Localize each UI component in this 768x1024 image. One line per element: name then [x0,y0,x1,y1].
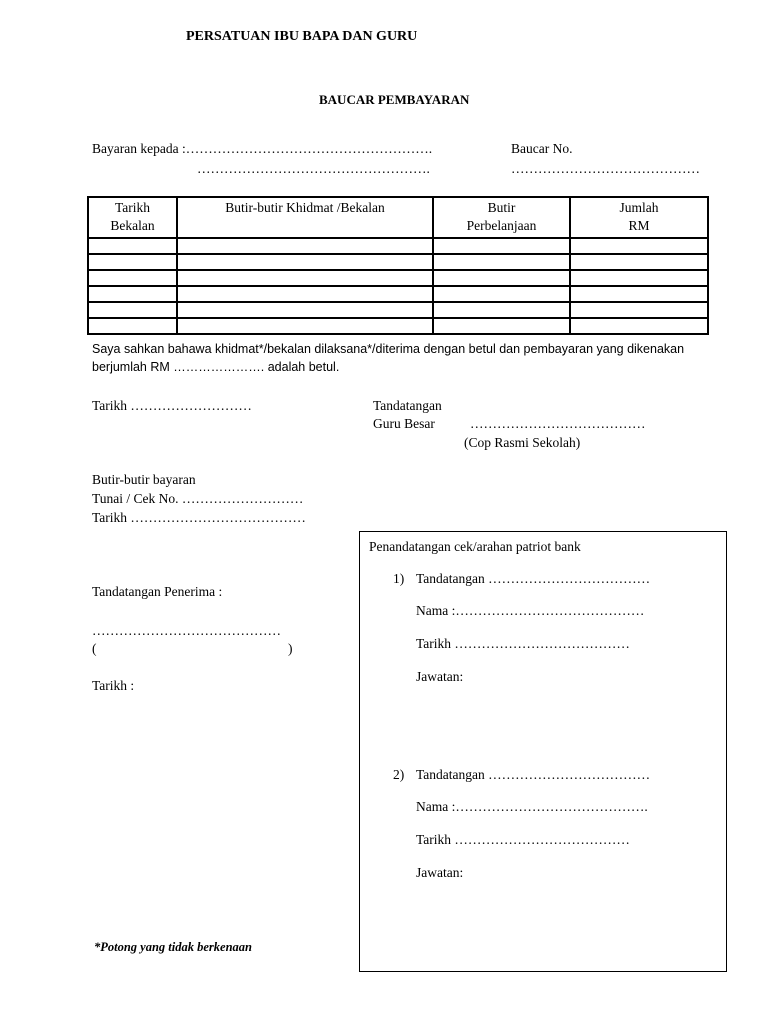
signatory-2-name-field[interactable]: Nama :……………………………………. [416,799,648,814]
org-title: PERSATUAN IBU BAPA DAN GURU [186,29,418,44]
amount-cell[interactable] [570,286,708,302]
table-row [88,286,708,302]
table-row [88,254,708,270]
expense-cell[interactable] [433,254,570,270]
date-cell[interactable] [88,318,177,334]
col-header-amount: Jumlah RM [570,197,708,238]
table-row [88,238,708,254]
voucher-table [87,196,709,335]
voucher-no-field[interactable]: …………………………………… [511,161,700,176]
signatories-box [359,531,727,972]
payment-details-title: Butir-butir bayaran [92,472,196,487]
certification-line-1: Saya sahkan bahawa khidmat*/bekalan dilaksana*/diterima dengan betul dan pembayaran yang dikenakan [92,342,685,356]
expense-cell[interactable] [433,286,570,302]
signatory-1-position-field[interactable]: Jawatan: [416,669,464,684]
table-row [88,302,708,318]
date-cell[interactable] [88,254,177,270]
signatory-1-name-field[interactable]: Nama :…………………………………… [416,603,645,618]
certification-line-2: berjumlah RM …………………. adalah betul. [92,360,340,374]
signatory-2-signature-field[interactable]: Tandatangan ……………………………… [416,767,651,782]
details-cell[interactable] [177,238,433,254]
details-cell[interactable] [177,270,433,286]
signature-label: Tandatangan [373,398,442,413]
signatory-1-date-field[interactable]: Tarikh ………………………………… [416,636,630,651]
headmaster-signature-field[interactable]: ………………………………… [470,416,646,431]
payee-dots-1[interactable]: ………………………………………………. [185,141,433,156]
payee-dots-2[interactable]: ……………………………………………. [197,161,430,176]
amount-cell[interactable] [570,318,708,334]
cheque-no-field[interactable]: Tunai / Cek No. ……………………… [92,491,304,506]
date-cell[interactable] [88,302,177,318]
amount-cell[interactable] [570,238,708,254]
signatory-2-number: 2) [393,767,405,782]
recipient-name-open-paren: ( [92,641,97,656]
recipient-date-label: Tarikh : [92,678,135,693]
col-header-date: Tarikh Bekalan [88,197,177,238]
voucher-no-label: Baucar No. [511,141,573,156]
details-cell[interactable] [177,318,433,334]
signatory-1-number: 1) [393,571,405,586]
signatory-2-date-field[interactable]: Tarikh ………………………………… [416,832,630,847]
details-cell[interactable] [177,302,433,318]
signatories-box-title: Penandatangan cek/arahan patriot bank [369,539,581,554]
date-cell[interactable] [88,238,177,254]
date-field[interactable]: Tarikh ……………………… [92,398,252,413]
recipient-signature-label: Tandatangan Penerima : [92,584,223,599]
expense-cell[interactable] [433,270,570,286]
details-cell[interactable] [177,286,433,302]
amount-cell[interactable] [570,254,708,270]
headmaster-label: Guru Besar [373,416,435,431]
col-header-details: Butir-butir Khidmat /Bekalan [177,197,433,238]
payment-date-field[interactable]: Tarikh ………………………………… [92,510,306,525]
expense-cell[interactable] [433,302,570,318]
expense-cell[interactable] [433,238,570,254]
date-cell[interactable] [88,286,177,302]
signatory-2-position-field[interactable]: Jawatan: [416,865,464,880]
date-cell[interactable] [88,270,177,286]
recipient-name-close-paren: ) [288,641,293,656]
voucher-title: BAUCAR PEMBAYARAN [319,92,470,107]
payee-label: Bayaran kepada :………………………………………………. [92,141,433,156]
footnote: *Potong yang tidak berkenaan [94,940,252,954]
col-header-expense: Butir Perbelanjaan [433,197,570,238]
table-row [88,318,708,334]
recipient-signature-field[interactable]: …………………………………… [92,623,281,638]
table-body [88,238,708,334]
table-header-row [88,197,708,238]
amount-cell[interactable] [570,270,708,286]
amount-cell[interactable] [570,302,708,318]
expense-cell[interactable] [433,318,570,334]
signatory-1-signature-field[interactable]: Tandatangan ……………………………… [416,571,651,586]
details-cell[interactable] [177,254,433,270]
school-stamp-label: (Cop Rasmi Sekolah) [464,435,581,450]
table-row [88,270,708,286]
